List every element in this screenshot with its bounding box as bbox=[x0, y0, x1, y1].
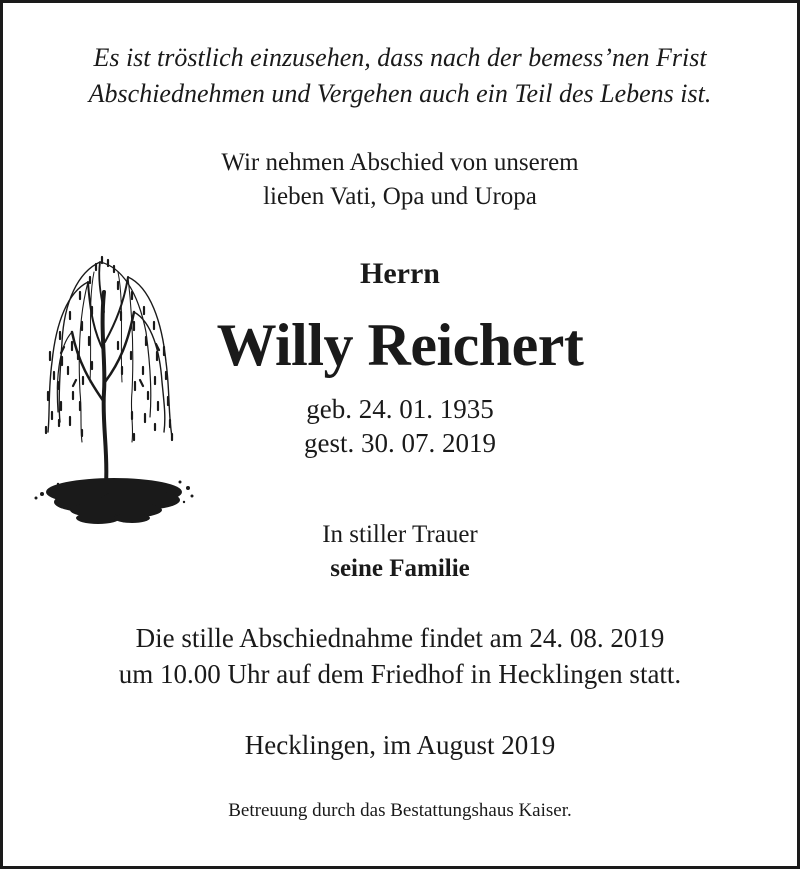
motto-line-1: Es ist tröstlich einzusehen, dass nach der bemess’nen Frist bbox=[93, 43, 707, 72]
undertaker-credit: Betreuung durch das Bestattungshaus Kaiser. bbox=[228, 800, 572, 821]
ceremony-notice bbox=[0, 620, 800, 692]
birth-date: geb. 24. 01. 1935 bbox=[306, 394, 494, 424]
ceremony-line-2: um 10.00 Uhr auf dem Friedhof in Hecklingen statt. bbox=[118, 659, 682, 689]
family-signature: seine Familie bbox=[330, 555, 470, 582]
motto-line-2: Abschiednehmen und Vergehen auch ein Teil des Lebens ist. bbox=[88, 79, 712, 108]
salutation: Herrn bbox=[360, 257, 440, 290]
intro-line-1: Wir nehmen Abschied von unserem bbox=[221, 149, 579, 176]
mourning-signature bbox=[0, 518, 800, 586]
ceremony-line-1: Die stille Abschiednahme findet am 24. 08. 2019 bbox=[135, 623, 665, 653]
motto bbox=[0, 40, 800, 112]
intro-text bbox=[0, 146, 800, 214]
death-date: gest. 30. 07. 2019 bbox=[304, 428, 496, 458]
place-and-date: Hecklingen, im August 2019 bbox=[244, 730, 556, 760]
life-dates bbox=[0, 392, 800, 460]
mourning-line: In stiller Trauer bbox=[322, 521, 478, 548]
intro-line-2: lieben Vati, Opa und Uropa bbox=[263, 183, 537, 210]
deceased-name: Willy Reichert bbox=[216, 312, 584, 378]
